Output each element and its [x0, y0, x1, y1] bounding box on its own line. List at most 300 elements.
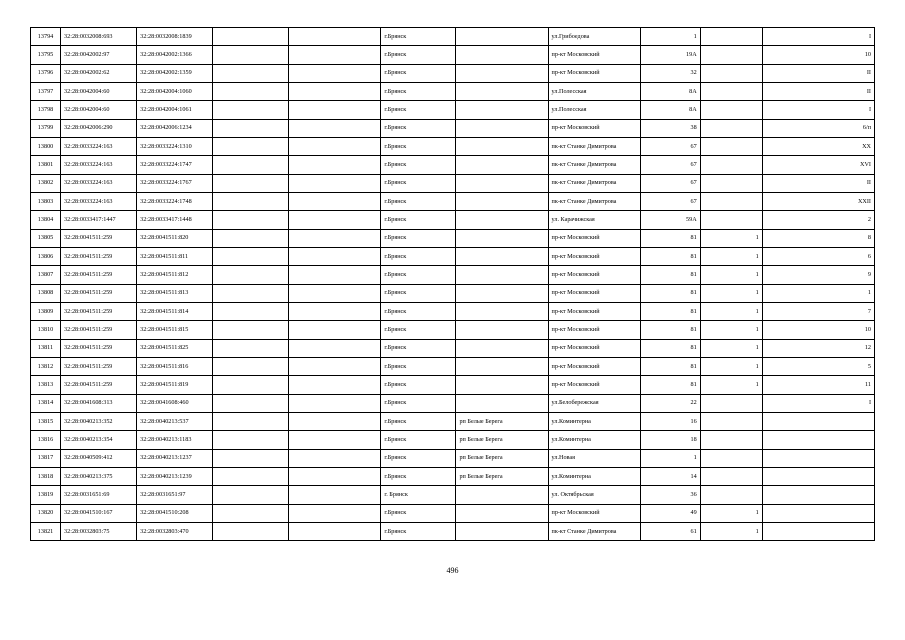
- house-number-cell: 59А: [640, 211, 700, 229]
- cadastral-number-cell: 32:28:0040213:375: [61, 467, 137, 485]
- blank-cell: [289, 211, 381, 229]
- settlement-cell: [456, 376, 548, 394]
- row-number-cell: 13815: [31, 412, 61, 430]
- street-cell: ул.Полесская: [548, 101, 640, 119]
- cadastral-number-cell: 32:28:0041608:313: [61, 394, 137, 412]
- city-cell: г.Брянск: [381, 284, 456, 302]
- city-cell: г.Брянск: [381, 28, 456, 46]
- blank-cell: [213, 357, 289, 375]
- settlement-cell: [456, 211, 548, 229]
- table-row: [31, 192, 875, 210]
- blank-cell: [289, 431, 381, 449]
- table-row: [31, 247, 875, 265]
- row-number-cell: 13809: [31, 302, 61, 320]
- premises-cell: I: [762, 28, 874, 46]
- cadastral-number-cell: 32:28:0031651:69: [61, 486, 137, 504]
- cadastral-number-cell: 32:28:0033417:1447: [61, 211, 137, 229]
- object-cadastral-number-cell: 32:28:0033224:1310: [137, 137, 213, 155]
- premises-cell: 12: [762, 339, 874, 357]
- street-cell: пр-кт Московский: [548, 321, 640, 339]
- blank-cell: [213, 192, 289, 210]
- house-number-cell: 81: [640, 266, 700, 284]
- settlement-cell: [456, 504, 548, 522]
- blank-cell: [289, 156, 381, 174]
- table-row: [31, 119, 875, 137]
- building-cell: 1: [700, 504, 762, 522]
- object-cadastral-number-cell: 32:28:0041511:811: [137, 247, 213, 265]
- table-row: [31, 339, 875, 357]
- cadastral-number-cell: 32:28:0042002:62: [61, 64, 137, 82]
- cadastral-number-cell: 32:28:0041511:259: [61, 284, 137, 302]
- building-cell: 1: [700, 321, 762, 339]
- city-cell: г.Брянск: [381, 192, 456, 210]
- blank-cell: [213, 137, 289, 155]
- blank-cell: [213, 46, 289, 64]
- row-number-cell: 13819: [31, 486, 61, 504]
- object-cadastral-number-cell: 32:28:0032008:1839: [137, 28, 213, 46]
- cadastral-number-cell: 32:28:0041511:259: [61, 266, 137, 284]
- street-cell: пр-кт Московский: [548, 46, 640, 64]
- blank-cell: [289, 247, 381, 265]
- building-cell: 1: [700, 302, 762, 320]
- table-row: [31, 64, 875, 82]
- blank-cell: [213, 522, 289, 540]
- blank-cell: [289, 486, 381, 504]
- premises-cell: XXII: [762, 192, 874, 210]
- building-cell: 1: [700, 357, 762, 375]
- city-cell: г.Брянск: [381, 449, 456, 467]
- settlement-cell: [456, 28, 548, 46]
- object-cadastral-number-cell: 32:28:0040213:537: [137, 412, 213, 430]
- row-number-cell: 13806: [31, 247, 61, 265]
- blank-cell: [289, 229, 381, 247]
- table-row: [31, 376, 875, 394]
- premises-cell: 6: [762, 247, 874, 265]
- premises-cell: II: [762, 64, 874, 82]
- row-number-cell: 13816: [31, 431, 61, 449]
- blank-cell: [289, 339, 381, 357]
- row-number-cell: 13813: [31, 376, 61, 394]
- cadastral-number-cell: 32:28:0041511:259: [61, 376, 137, 394]
- row-number-cell: 13804: [31, 211, 61, 229]
- object-cadastral-number-cell: 32:28:0033224:1767: [137, 174, 213, 192]
- premises-cell: 9: [762, 266, 874, 284]
- settlement-cell: рп Белые Берега: [456, 431, 548, 449]
- street-cell: пр-кт Московский: [548, 339, 640, 357]
- register-sheet: [30, 27, 875, 541]
- premises-cell: II: [762, 82, 874, 100]
- house-number-cell: 16: [640, 412, 700, 430]
- table-row: [31, 412, 875, 430]
- blank-cell: [213, 82, 289, 100]
- object-cadastral-number-cell: 32:28:0041511:816: [137, 357, 213, 375]
- object-cadastral-number-cell: 32:28:0041511:819: [137, 376, 213, 394]
- object-cadastral-number-cell: 32:28:0041511:813: [137, 284, 213, 302]
- building-cell: 1: [700, 376, 762, 394]
- premises-cell: XX: [762, 137, 874, 155]
- object-cadastral-number-cell: 32:28:0041510:208: [137, 504, 213, 522]
- house-number-cell: 19А: [640, 46, 700, 64]
- object-cadastral-number-cell: 32:28:0032803:470: [137, 522, 213, 540]
- object-cadastral-number-cell: 32:28:0041511:814: [137, 302, 213, 320]
- row-number-cell: 13817: [31, 449, 61, 467]
- street-cell: пр-кт Московский: [548, 504, 640, 522]
- house-number-cell: 61: [640, 522, 700, 540]
- city-cell: г.Брянск: [381, 302, 456, 320]
- premises-cell: [762, 449, 874, 467]
- house-number-cell: 1: [640, 28, 700, 46]
- row-number-cell: 13805: [31, 229, 61, 247]
- street-cell: ул.Грибоедова: [548, 28, 640, 46]
- row-number-cell: 13795: [31, 46, 61, 64]
- settlement-cell: [456, 119, 548, 137]
- row-number-cell: 13814: [31, 394, 61, 412]
- cadastral-number-cell: 32:28:0041511:259: [61, 357, 137, 375]
- city-cell: г.Брянск: [381, 321, 456, 339]
- object-cadastral-number-cell: 32:28:0041511:825: [137, 339, 213, 357]
- table-row: [31, 229, 875, 247]
- blank-cell: [289, 376, 381, 394]
- table-row: [31, 82, 875, 100]
- blank-cell: [213, 302, 289, 320]
- object-cadastral-number-cell: 32:28:0041511:812: [137, 266, 213, 284]
- building-cell: [700, 28, 762, 46]
- street-cell: пк-кт Станке Димитрова: [548, 192, 640, 210]
- premises-cell: 6/п: [762, 119, 874, 137]
- table-row: [31, 101, 875, 119]
- building-cell: [700, 156, 762, 174]
- house-number-cell: 67: [640, 156, 700, 174]
- city-cell: г.Брянск: [381, 211, 456, 229]
- table-row: [31, 321, 875, 339]
- blank-cell: [289, 101, 381, 119]
- city-cell: г.Брянск: [381, 174, 456, 192]
- city-cell: г.Брянск: [381, 504, 456, 522]
- table-row: [31, 137, 875, 155]
- settlement-cell: [456, 522, 548, 540]
- street-cell: пр-кт Московский: [548, 64, 640, 82]
- premises-cell: 11: [762, 376, 874, 394]
- street-cell: ул.Белобережская: [548, 394, 640, 412]
- city-cell: г.Брянск: [381, 82, 456, 100]
- blank-cell: [289, 64, 381, 82]
- blank-cell: [213, 284, 289, 302]
- row-number-cell: 13802: [31, 174, 61, 192]
- building-cell: [700, 394, 762, 412]
- cadastral-number-cell: 32:28:0040213:354: [61, 431, 137, 449]
- row-number-cell: 13812: [31, 357, 61, 375]
- table-row: [31, 284, 875, 302]
- blank-cell: [213, 101, 289, 119]
- settlement-cell: [456, 321, 548, 339]
- building-cell: [700, 486, 762, 504]
- row-number-cell: 13808: [31, 284, 61, 302]
- settlement-cell: [456, 284, 548, 302]
- blank-cell: [289, 137, 381, 155]
- row-number-cell: 13811: [31, 339, 61, 357]
- settlement-cell: [456, 192, 548, 210]
- table-row: [31, 486, 875, 504]
- premises-cell: [762, 522, 874, 540]
- blank-cell: [289, 192, 381, 210]
- street-cell: пр-кт Московский: [548, 229, 640, 247]
- blank-cell: [289, 28, 381, 46]
- blank-cell: [289, 394, 381, 412]
- premises-cell: 10: [762, 46, 874, 64]
- building-cell: [700, 46, 762, 64]
- page-number: 496: [446, 566, 459, 575]
- blank-cell: [289, 119, 381, 137]
- object-cadastral-number-cell: 32:28:0042004:1061: [137, 101, 213, 119]
- settlement-cell: рп Белые Берега: [456, 449, 548, 467]
- register-rows: [31, 28, 875, 541]
- building-cell: [700, 174, 762, 192]
- premises-cell: 10: [762, 321, 874, 339]
- building-cell: [700, 449, 762, 467]
- cadastral-number-cell: 32:28:0041511:259: [61, 321, 137, 339]
- building-cell: 1: [700, 284, 762, 302]
- settlement-cell: [456, 82, 548, 100]
- city-cell: г. Брянск: [381, 486, 456, 504]
- premises-cell: I: [762, 101, 874, 119]
- building-cell: [700, 431, 762, 449]
- table-row: [31, 211, 875, 229]
- street-cell: пр-кт Московский: [548, 376, 640, 394]
- settlement-cell: [456, 46, 548, 64]
- cadastral-number-cell: 32:28:0041511:259: [61, 247, 137, 265]
- street-cell: пр-кт Московский: [548, 302, 640, 320]
- blank-cell: [289, 449, 381, 467]
- row-number-cell: 13799: [31, 119, 61, 137]
- city-cell: г.Брянск: [381, 394, 456, 412]
- blank-cell: [213, 412, 289, 430]
- blank-cell: [289, 302, 381, 320]
- street-cell: пк-кт Станке Димитрова: [548, 137, 640, 155]
- premises-cell: 2: [762, 211, 874, 229]
- premises-cell: [762, 467, 874, 485]
- city-cell: г.Брянск: [381, 137, 456, 155]
- table-row: [31, 522, 875, 540]
- street-cell: ул. Октябрьская: [548, 486, 640, 504]
- table-row: [31, 504, 875, 522]
- building-cell: 1: [700, 247, 762, 265]
- house-number-cell: 81: [640, 302, 700, 320]
- street-cell: пр-кт Московский: [548, 284, 640, 302]
- object-cadastral-number-cell: 32:28:0042002:1366: [137, 46, 213, 64]
- blank-cell: [289, 357, 381, 375]
- street-cell: ул.Коминтерна: [548, 412, 640, 430]
- city-cell: г.Брянск: [381, 412, 456, 430]
- cadastral-number-cell: 32:28:0032008:693: [61, 28, 137, 46]
- object-cadastral-number-cell: 32:28:0042002:1359: [137, 64, 213, 82]
- house-number-cell: 81: [640, 247, 700, 265]
- object-cadastral-number-cell: 32:28:0042006:1234: [137, 119, 213, 137]
- cadastral-number-cell: 32:28:0033224:163: [61, 192, 137, 210]
- city-cell: г.Брянск: [381, 522, 456, 540]
- row-number-cell: 13810: [31, 321, 61, 339]
- cadastral-number-cell: 32:28:0042004:60: [61, 82, 137, 100]
- cadastral-number-cell: 32:28:0032803:75: [61, 522, 137, 540]
- table-row: [31, 467, 875, 485]
- city-cell: г.Брянск: [381, 339, 456, 357]
- object-cadastral-number-cell: 32:28:0041511:815: [137, 321, 213, 339]
- settlement-cell: [456, 394, 548, 412]
- building-cell: [700, 64, 762, 82]
- blank-cell: [213, 174, 289, 192]
- house-number-cell: 67: [640, 192, 700, 210]
- cadastral-number-cell: 32:28:0042006:290: [61, 119, 137, 137]
- street-cell: пк-кт Станке Димитрова: [548, 522, 640, 540]
- house-number-cell: 81: [640, 229, 700, 247]
- object-cadastral-number-cell: 32:28:0040213:1183: [137, 431, 213, 449]
- blank-cell: [213, 449, 289, 467]
- blank-cell: [213, 229, 289, 247]
- house-number-cell: 49: [640, 504, 700, 522]
- house-number-cell: 18: [640, 431, 700, 449]
- settlement-cell: [456, 229, 548, 247]
- blank-cell: [289, 82, 381, 100]
- cadastral-number-cell: 32:28:0033224:163: [61, 174, 137, 192]
- city-cell: г.Брянск: [381, 101, 456, 119]
- settlement-cell: [456, 101, 548, 119]
- object-cadastral-number-cell: 32:28:0041511:820: [137, 229, 213, 247]
- object-cadastral-number-cell: 32:28:0033417:1448: [137, 211, 213, 229]
- settlement-cell: [456, 266, 548, 284]
- row-number-cell: 13801: [31, 156, 61, 174]
- city-cell: г.Брянск: [381, 431, 456, 449]
- house-number-cell: 22: [640, 394, 700, 412]
- street-cell: ул. Карачижская: [548, 211, 640, 229]
- house-number-cell: 1: [640, 449, 700, 467]
- row-number-cell: 13803: [31, 192, 61, 210]
- building-cell: [700, 412, 762, 430]
- table-row: [31, 266, 875, 284]
- premises-cell: I: [762, 394, 874, 412]
- table-row: [31, 449, 875, 467]
- object-cadastral-number-cell: 32:28:0033224:1748: [137, 192, 213, 210]
- street-cell: пр-кт Московский: [548, 247, 640, 265]
- building-cell: [700, 101, 762, 119]
- building-cell: [700, 467, 762, 485]
- object-cadastral-number-cell: 32:28:0033224:1747: [137, 156, 213, 174]
- settlement-cell: рп Белые Берега: [456, 467, 548, 485]
- cadastral-number-cell: 32:28:0033224:163: [61, 156, 137, 174]
- building-cell: [700, 211, 762, 229]
- street-cell: ул.Коминтерна: [548, 431, 640, 449]
- blank-cell: [213, 28, 289, 46]
- house-number-cell: 81: [640, 376, 700, 394]
- street-cell: ул.Полесская: [548, 82, 640, 100]
- row-number-cell: 13794: [31, 28, 61, 46]
- street-cell: ул.Коминтерна: [548, 467, 640, 485]
- city-cell: г.Брянск: [381, 46, 456, 64]
- blank-cell: [213, 247, 289, 265]
- object-cadastral-number-cell: 32:28:0041608:460: [137, 394, 213, 412]
- house-number-cell: 14: [640, 467, 700, 485]
- building-cell: [700, 192, 762, 210]
- settlement-cell: [456, 302, 548, 320]
- settlement-cell: [456, 174, 548, 192]
- table-row: [31, 28, 875, 46]
- house-number-cell: 8А: [640, 101, 700, 119]
- table-row: [31, 302, 875, 320]
- row-number-cell: 13821: [31, 522, 61, 540]
- premises-cell: [762, 412, 874, 430]
- house-number-cell: 8А: [640, 82, 700, 100]
- blank-cell: [213, 394, 289, 412]
- premises-cell: XVI: [762, 156, 874, 174]
- table-row: [31, 431, 875, 449]
- settlement-cell: [456, 486, 548, 504]
- blank-cell: [289, 284, 381, 302]
- object-cadastral-number-cell: 32:28:0042004:1060: [137, 82, 213, 100]
- blank-cell: [289, 412, 381, 430]
- cadastral-number-cell: 32:28:0033224:163: [61, 137, 137, 155]
- street-cell: пр-кт Московский: [548, 266, 640, 284]
- premises-cell: II: [762, 174, 874, 192]
- cadastral-number-cell: 32:28:0041511:259: [61, 302, 137, 320]
- house-number-cell: 32: [640, 64, 700, 82]
- row-number-cell: 13796: [31, 64, 61, 82]
- building-cell: 1: [700, 266, 762, 284]
- blank-cell: [289, 266, 381, 284]
- object-cadastral-number-cell: 32:28:0040213:1239: [137, 467, 213, 485]
- row-number-cell: 13797: [31, 82, 61, 100]
- street-cell: ул.Новая: [548, 449, 640, 467]
- building-cell: 1: [700, 229, 762, 247]
- settlement-cell: [456, 357, 548, 375]
- blank-cell: [289, 321, 381, 339]
- house-number-cell: 67: [640, 137, 700, 155]
- cadastral-number-cell: 32:28:0040509:412: [61, 449, 137, 467]
- house-number-cell: 36: [640, 486, 700, 504]
- building-cell: [700, 82, 762, 100]
- house-number-cell: 38: [640, 119, 700, 137]
- city-cell: г.Брянск: [381, 229, 456, 247]
- blank-cell: [213, 504, 289, 522]
- building-cell: [700, 119, 762, 137]
- blank-cell: [213, 486, 289, 504]
- blank-cell: [213, 119, 289, 137]
- blank-cell: [213, 376, 289, 394]
- building-cell: 1: [700, 522, 762, 540]
- premises-cell: 8: [762, 229, 874, 247]
- premises-cell: [762, 504, 874, 522]
- city-cell: г.Брянск: [381, 156, 456, 174]
- blank-cell: [213, 156, 289, 174]
- house-number-cell: 81: [640, 339, 700, 357]
- table-row: [31, 46, 875, 64]
- city-cell: г.Брянск: [381, 64, 456, 82]
- premises-cell: 5: [762, 357, 874, 375]
- premises-cell: 7: [762, 302, 874, 320]
- object-cadastral-number-cell: 32:28:0031651:97: [137, 486, 213, 504]
- city-cell: г.Брянск: [381, 376, 456, 394]
- city-cell: г.Брянск: [381, 119, 456, 137]
- row-number-cell: 13798: [31, 101, 61, 119]
- settlement-cell: [456, 137, 548, 155]
- blank-cell: [213, 266, 289, 284]
- blank-cell: [213, 64, 289, 82]
- blank-cell: [213, 211, 289, 229]
- settlement-cell: [456, 247, 548, 265]
- object-cadastral-number-cell: 32:28:0040213:1237: [137, 449, 213, 467]
- street-cell: пр-кт Московский: [548, 119, 640, 137]
- house-number-cell: 81: [640, 321, 700, 339]
- street-cell: пк-кт Станке Димитрова: [548, 174, 640, 192]
- cadastral-number-cell: 32:28:0042002:97: [61, 46, 137, 64]
- building-cell: [700, 137, 762, 155]
